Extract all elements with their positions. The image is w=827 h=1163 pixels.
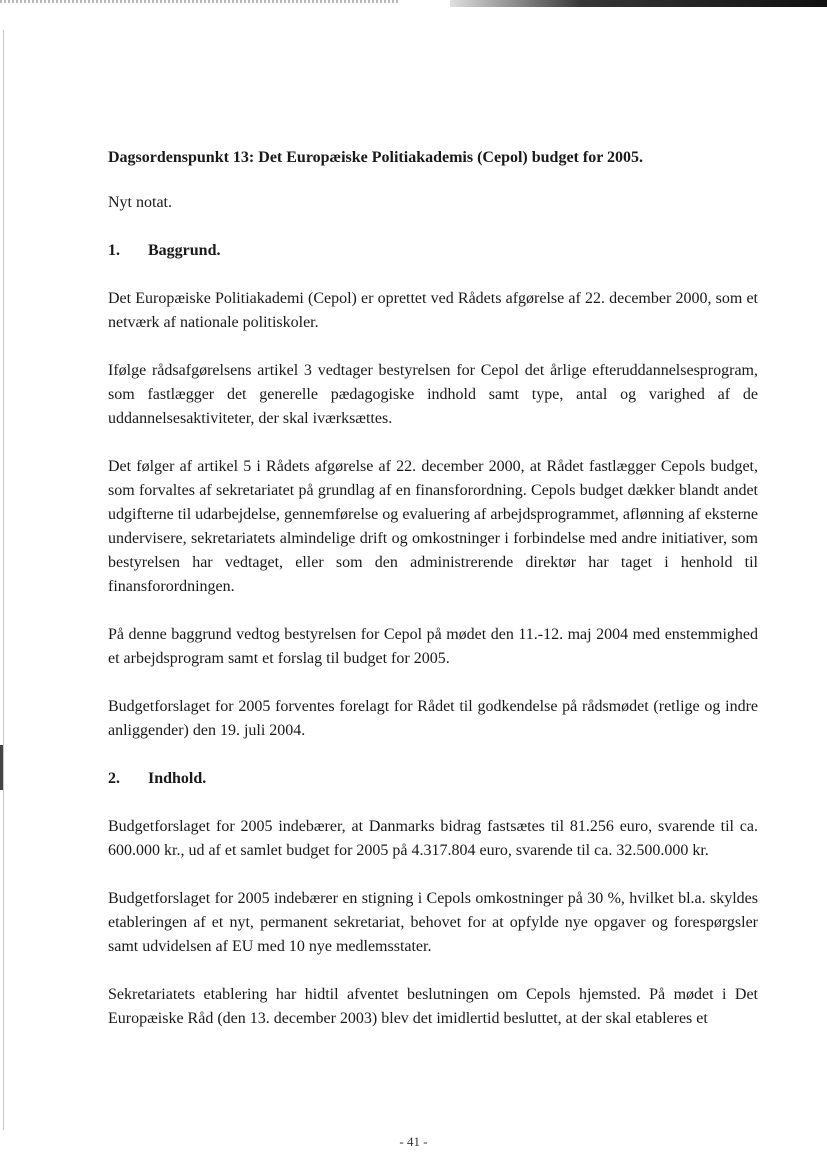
- document-page: [108, 146, 758, 1031]
- section-title: Baggrund.: [148, 242, 221, 259]
- document-note: Nyt notat.: [108, 194, 172, 211]
- scan-artifact-top-right: [450, 0, 827, 7]
- scan-artifact-left-mark: [0, 745, 3, 790]
- section-heading-indhold: [108, 767, 758, 791]
- paragraph: Det følger af artikel 5 i Rådets afgørelse af 22. december 2000, at Rådet fastlægger Cepols budget, som forvaltes af sekretariatet på grundlag af en finansforordning. Cepols budget dækker blandt andet udgifterne til udarbejdelse, gennemførelse og evaluering af arbejdsprogrammet, aflønning af eksterne undervisere, sekretariatets almindelige drift og omkostninger i forbindelse med andre initiativer, som bestyrelsen har vedtaget, eller som den administrerende direktør har taget i henhold til finansforordningen.: [108, 458, 758, 595]
- paragraph: Budgetforslaget for 2005 indebærer, at Danmarks bidrag fastsætes til 81.256 euro, svarende til ca. 600.000 kr., ud af et samlet budget for 2005 på 4.317.804 euro, svarende til ca. 32.500.000 kr.: [108, 818, 758, 859]
- paragraph: Ifølge rådsafgørelsens artikel 3 vedtager bestyrelsen for Cepol det årlige efteruddannelsesprogram, som fastlægger det generelle pædagogiske indhold samt type, antal og varighed af de uddannelsesaktiviteter, der skal iværksættes.: [108, 362, 758, 427]
- scan-artifact-top-left: [0, 0, 400, 3]
- paragraph: Det Europæiske Politiakademi (Cepol) er oprettet ved Rådets afgørelse af 22. december 2000, som et netværk af nationale politiskoler.: [108, 290, 758, 331]
- page-number: - 41 -: [399, 1134, 428, 1149]
- paragraph: Sekretariatets etablering har hidtil afventet beslutningen om Cepols hjemsted. På mødet i Det Europæiske Råd (den 13. december 2003) blev det imidlertid besluttet, at der skal etableres et: [108, 986, 758, 1027]
- section-heading-baggrund: [108, 239, 758, 263]
- section-title: Indhold.: [148, 770, 207, 787]
- section-number: 1.: [108, 242, 120, 259]
- document-title: Dagsordenspunkt 13: Det Europæiske Politiakademis (Cepol) budget for 2005.: [108, 149, 644, 166]
- section-number: 2.: [108, 770, 120, 787]
- paragraph: Budgetforslaget for 2005 indebærer en stigning i Cepols omkostninger på 30 %, hvilket bl.a. skyldes etableringen af et nyt, permanent sekretariat, behovet for at opfylde nye opgaver og forespørgsler samt udvidelsen af EU med 10 nye medlemsstater.: [108, 890, 758, 955]
- scan-artifact-left-edge: [3, 30, 4, 1130]
- paragraph: På denne baggrund vedtog bestyrelsen for Cepol på mødet den 11.-12. maj 2004 med enstemmighed et arbejdsprogram samt et forslag til budget for 2005.: [108, 626, 758, 667]
- paragraph: Budgetforslaget for 2005 forventes forelagt for Rådet til godkendelse på rådsmødet (retlige og indre anliggender) den 19. juli 2004.: [108, 698, 758, 739]
